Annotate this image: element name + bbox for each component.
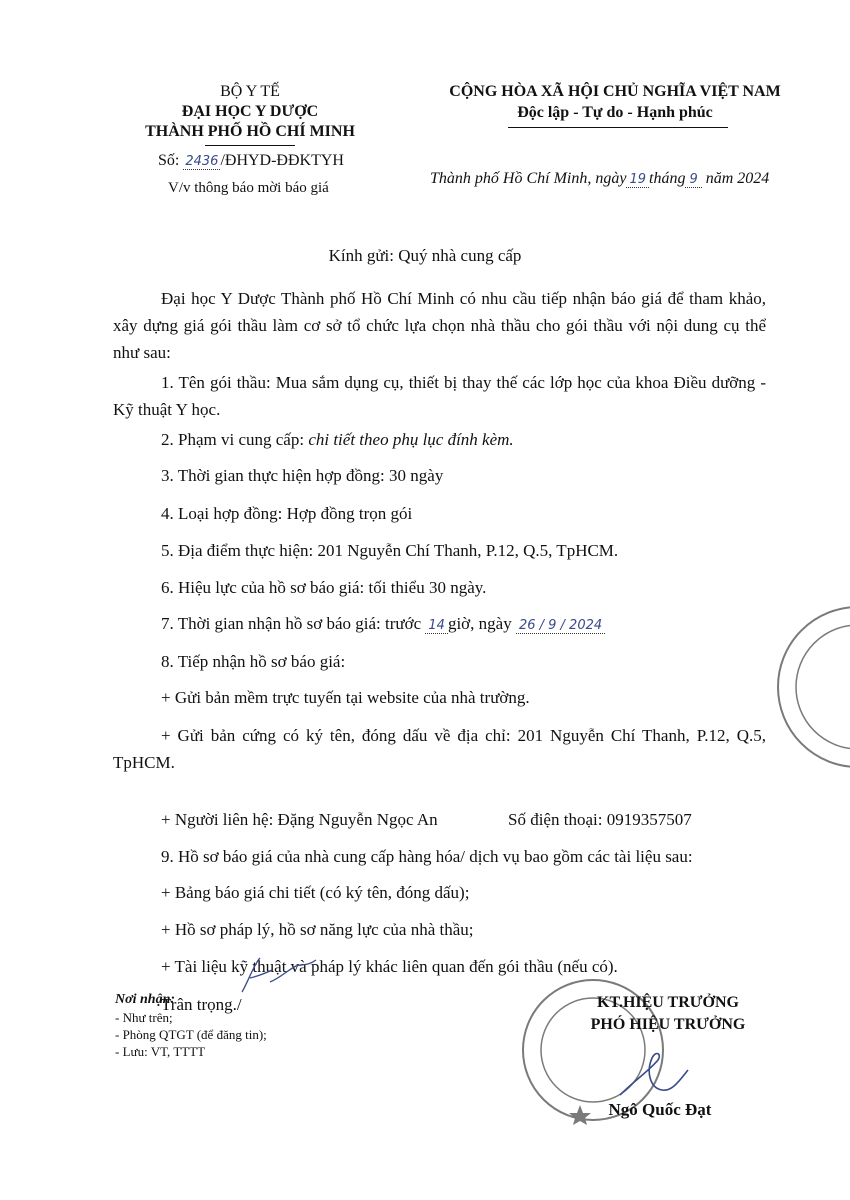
item-9c-technical-docs: + Tài liệu kỹ thuật và pháp lý khác liên quan đến gói thầu (nếu có). — [161, 957, 618, 976]
intro-paragraph: Đại học Y Dược Thành phố Hồ Chí Minh có nhu cầu tiếp nhận báo giá để tham khảo, xây dựng giá gói thầu làm cơ sở tổ chức lựa chọn nhà thầu cho gói thầu với nội dung cụ thể như sau: — [113, 289, 766, 362]
item-7-mid: giờ, ngày — [447, 614, 512, 633]
national-title: CỘNG HÒA XÃ HỘI CHỦ NGHĨA VIỆT NAM — [449, 83, 781, 100]
motto-underline — [508, 127, 728, 128]
item-8b-hard-copy: + Gửi bản cứng có ký tên, đóng dấu về địa chỉ: 201 Nguyễn Chí Thanh, P.12, Q.5, TpHCM. — [113, 726, 766, 772]
item-8a-soft-copy: + Gửi bản mềm trực tuyến tại website của nhà trường. — [161, 688, 530, 707]
university-name-line2: THÀNH PHỐ HỒ CHÍ MINH — [145, 123, 355, 140]
item-1-package-name: 1. Tên gói thầu: Mua sắm dụng cụ, thiết bị thay thế các lớp học của khoa Điều dưỡng -Kỹ thuật Y học. — [113, 373, 766, 419]
salutation: Kính gửi: Quý nhà cung cấp — [328, 246, 522, 265]
university-name-line1: ĐẠI HỌC Y DƯỢC — [181, 103, 319, 120]
signature-title-line2: PHÓ HIỆU TRƯỞNG — [590, 1016, 746, 1033]
closing: Trân trọng./ — [161, 995, 242, 1014]
recipient-item: - Như trên; — [115, 1010, 173, 1025]
item-8-receiving: 8. Tiếp nhận hồ sơ báo giá: — [161, 652, 346, 671]
date-month: 9 — [685, 172, 701, 188]
signature-block — [548, 992, 788, 1036]
edge-seal-icon — [768, 600, 850, 775]
signature-title-line1: KT.HIỆU TRƯỞNG — [597, 994, 739, 1011]
recipients-title: Nơi nhận: — [115, 992, 176, 1007]
doc-number-handwritten: 2436 — [185, 154, 219, 169]
recipients — [115, 990, 267, 1060]
item-3-contract-duration: 3. Thời gian thực hiện hợp đồng: 30 ngày — [161, 466, 444, 485]
item-7-hour: 14 — [425, 618, 448, 634]
item-9b-legal-docs: + Hồ sơ pháp lý, hồ sơ năng lực của nhà thầu; — [161, 920, 474, 939]
header-right — [420, 82, 810, 124]
item-2-scope — [161, 430, 514, 450]
national-motto: Độc lập - Tự do - Hạnh phúc — [517, 104, 713, 121]
recipient-item: - Phòng QTGT (để đăng tin); — [115, 1027, 267, 1042]
document-date — [430, 170, 769, 188]
item-4-contract-type: 4. Loại hợp đồng: Hợp đồng trọn gói — [161, 504, 413, 523]
item-9-documents: 9. Hồ sơ báo giá của nhà cung cấp hàng hóa/ dịch vụ bao gồm các tài liệu sau: — [161, 847, 693, 866]
header-left-underline — [205, 145, 295, 146]
contact-phone: Số điện thoại: 0919357507 — [508, 810, 692, 829]
doc-subject: V/v thông báo mời báo giá — [168, 180, 329, 196]
item-7-deadline — [161, 614, 605, 634]
item-5-location: 5. Địa điểm thực hiện: 201 Nguyễn Chí Thanh, P.12, Q.5, TpHCM. — [161, 541, 619, 560]
item-2-label: 2. Phạm vi cung cấp: — [161, 430, 309, 449]
doc-number — [158, 152, 344, 170]
recipient-item: - Lưu: VT, TTTT — [115, 1044, 206, 1059]
item-6-validity: 6. Hiệu lực của hồ sơ báo giá: tối thiểu 30 ngày. — [161, 578, 487, 597]
date-day: 19 — [626, 172, 649, 188]
item-2-value: chi tiết theo phụ lục đính kèm. — [308, 430, 514, 449]
doc-number-label: Số: — [158, 152, 180, 169]
item-7-prefix: 7. Thời gian nhận hồ sơ báo giá: trước — [161, 614, 422, 633]
contact-person: + Người liên hệ: Đặng Nguyễn Ngọc An — [161, 810, 438, 829]
signer-name: Ngô Quốc Đạt — [608, 1100, 712, 1119]
item-7-date: 26 / 9 / 2024 — [516, 618, 605, 634]
item-9a-quote-table: + Bảng báo giá chi tiết (có ký tên, đóng dấu); — [161, 883, 470, 902]
doc-number-suffix: /ĐHYD-ĐĐKTYH — [220, 152, 344, 169]
date-year: năm 2024 — [705, 170, 770, 187]
ministry-name: BỘ Y TẾ — [220, 83, 280, 100]
date-month-label: tháng — [649, 170, 686, 187]
date-prefix: Thành phố Hồ Chí Minh, ngày — [430, 170, 627, 187]
header-left — [120, 82, 380, 142]
